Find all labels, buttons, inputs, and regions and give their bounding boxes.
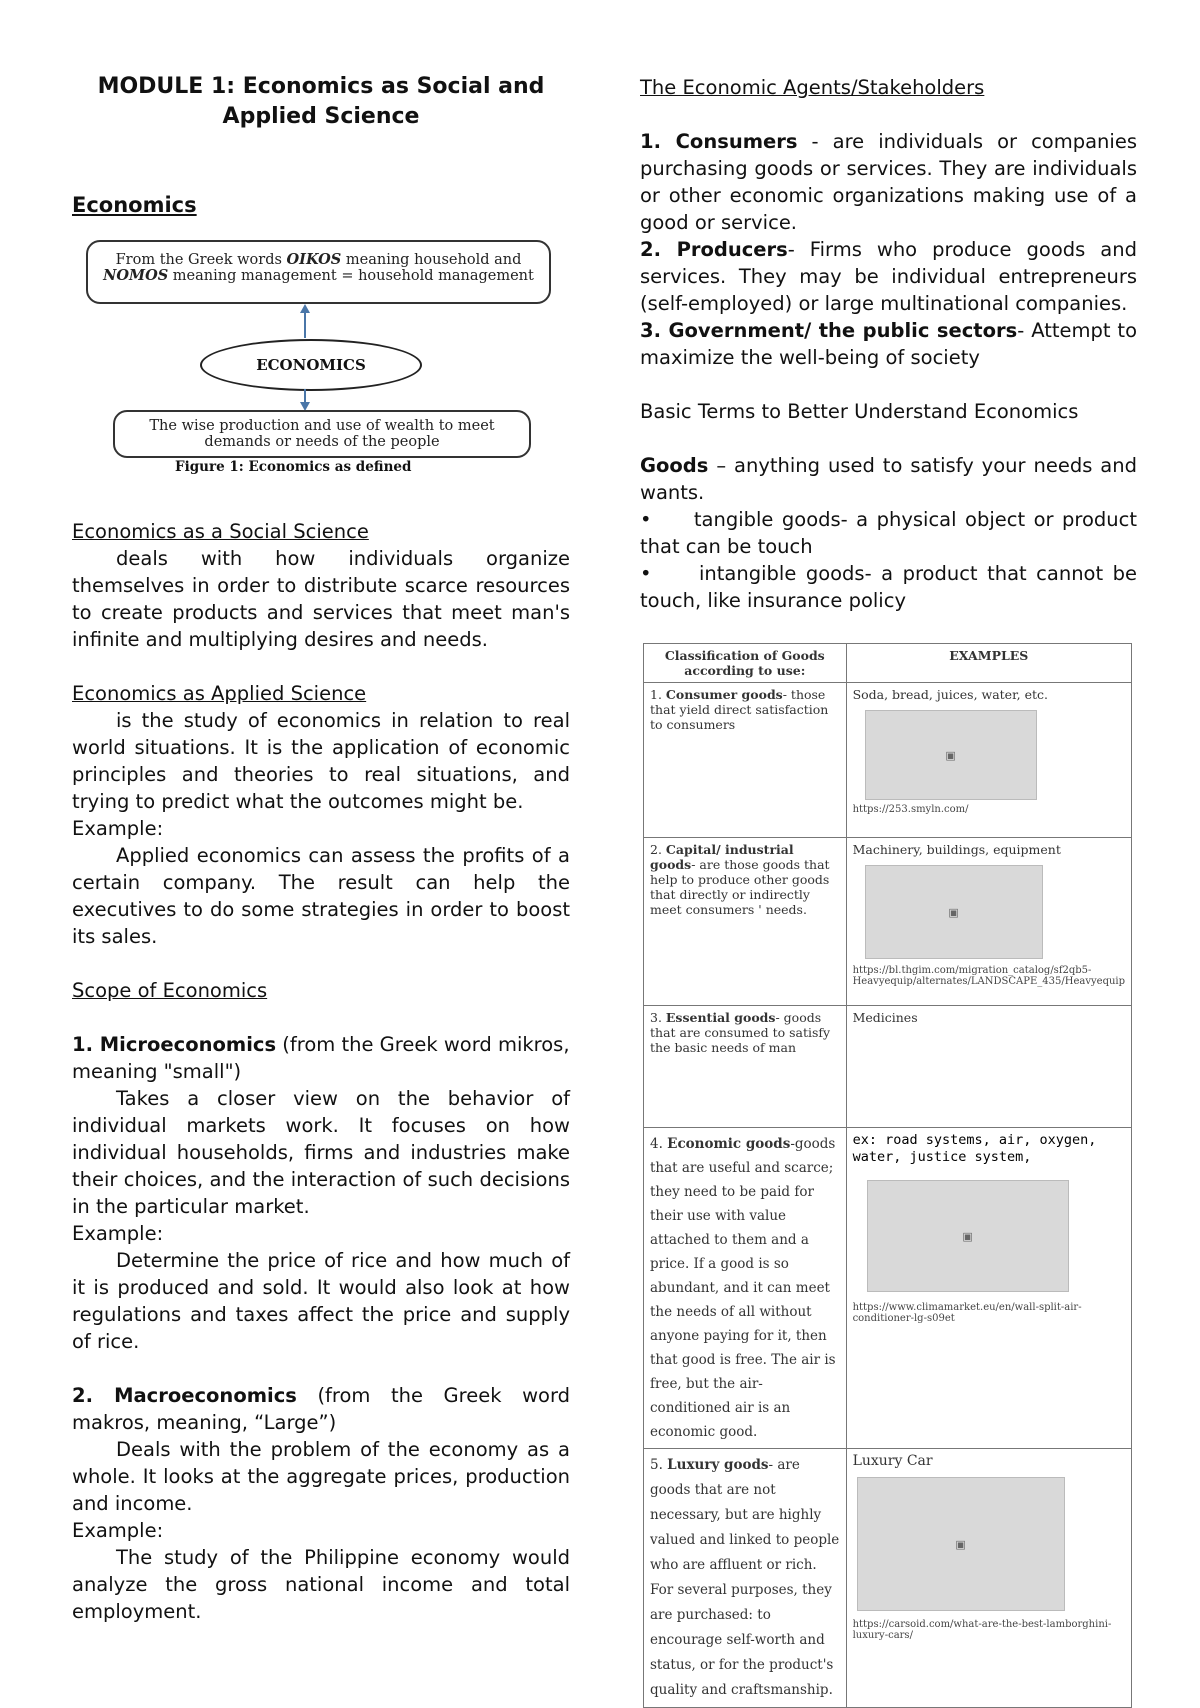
figure-top-box: From the Greek words OIKOS meaning household and NOMOS meaning management = household management: [86, 240, 551, 304]
example-label: Example:: [72, 1519, 164, 1542]
macro-text: Deals with the problem of the economy as a whole. It looks at the aggregate prices, production and income.: [72, 1438, 570, 1515]
social-science-heading: Economics as a Social Science: [72, 520, 369, 543]
table-row: 1. Consumer goods- those that yield direct satisfaction to consumers Soda, bread, juices, water, etc. ▣ https://253.smyln.com/: [644, 683, 1132, 838]
table-row: 3. Essential goods- goods that are consumed to satisfy the basic needs of man Medicines: [644, 1006, 1132, 1128]
micro-title-line: 1. Microeconomics (from the Greek word mikros, meaning "small"): [72, 1033, 570, 1083]
goods-definition: Goods – anything used to satisfy your needs and wants.: [640, 454, 1137, 504]
module-title: MODULE 1: Economics as Social and Applied Science: [97, 74, 545, 129]
economics-heading: Economics: [72, 193, 197, 217]
macro-title-line: 2. Macroeconomics (from the Greek word makros, meaning, “Large”): [72, 1384, 571, 1434]
applied-example-text: Applied economics can assess the profits of a certain company. The result can help the executives to do some strategies in order to boost its sales.: [72, 844, 570, 948]
table-row: 2. Capital/ industrial goods- are those goods that help to produce other goods that directly or indirectly meet consumers ' needs. Machinery, buildings, equipment ▣ https://bl.thgim.com/migration_catalog/sf2qb5-Heavyequip/alternates/LANDSCAPE_435/Heavyequip: [644, 838, 1132, 1006]
table-row: 5. Luxury goods- are goods that are not necessary, but are highly valued and linked to people who are affluent or rich. For several purposes, they are purchased: to encourage self-worth and status, or for the product's quality and craftsmanship. Luxury Car ▣ https://carsoid.com/what-are-the-best-lamborghini-luxury-cars/: [644, 1449, 1132, 1708]
government-item: 3. Government/ the public sectors- Attempt to maximize the well-being of society: [640, 319, 1137, 369]
goods-classification-table: [643, 643, 1132, 1708]
agents-heading: The Economic Agents/Stakeholders: [640, 76, 985, 99]
figure-economics-ellipse: ECONOMICS: [200, 339, 422, 391]
micro-example-text: Determine the price of rice and how much of it is produced and sold. It would also look at how regulations and taxes affect the price and supply of rice.: [72, 1249, 570, 1353]
example-label: Example:: [72, 1222, 164, 1245]
table-row: 4. Economic goods-goods that are useful and scarce; they need to be paid for their use with value attached to them and a price. If a good is so abundant, and it can meet the needs of all without anyone paying for it, then that good is free. The air is free, but the air-conditioned air is an economic good. ex: road systems, air, oxygen, water, justice system, ▣ https://www.climamarket.eu/en/wall-split-air-conditioner-lg-s09et: [644, 1128, 1132, 1449]
table-header-row: [644, 644, 1132, 683]
figure-caption: Figure 1: Economics as defined: [175, 459, 412, 475]
basic-terms-heading: Basic Terms to Better Understand Economics: [640, 400, 1079, 423]
figure-bottom-box: The wise production and use of wealth to meet demands or needs of the people: [113, 410, 531, 458]
bullet-tangible: • tangible goods- a physical object or product that can be touch: [640, 508, 1137, 558]
micro-text: Takes a closer view on the behavior of individual markets work. It focuses on how individual households, firms and industries make their choices, and the interaction of such decisions in the particular market.: [72, 1087, 570, 1218]
luxury-car-image: ▣: [857, 1477, 1065, 1611]
scope-heading: Scope of Economics: [72, 979, 268, 1002]
social-science-text: deals with how individuals organize themselves in order to distribute scarce resources to create products and services that meet man's infinite and multiplying desires and needs.: [72, 547, 570, 651]
macro-example-text: The study of the Philippine economy would analyze the gross national income and total employment.: [72, 1546, 570, 1623]
table-header-examples: EXAMPLES: [846, 644, 1131, 683]
example-label: Example:: [72, 817, 164, 840]
table-header-classification: Classification of Goods according to use:: [644, 644, 847, 683]
consumer-goods-image: ▣: [865, 710, 1037, 800]
applied-science-heading: Economics as Applied Science: [72, 682, 367, 705]
machinery-image: ▣: [865, 865, 1043, 959]
consumers-item: 1. Consumers - are individuals or companies purchasing goods or services. They are individuals or other economic organizations making use of a good or service.: [640, 130, 1137, 234]
applied-science-text: is the study of economics in relation to real world situations. It is the application of economic principles and theories to real situations, and trying to predict what the outcomes might be.: [72, 709, 570, 813]
air-conditioner-image: ▣: [867, 1180, 1069, 1292]
bullet-intangible: • intangible goods- a product that cannot be touch, like insurance policy: [640, 562, 1138, 612]
producers-item: 2. Producers- Firms who produce goods and services. They may be individual entrepreneurs (self-employed) or large multinational companies.: [640, 238, 1137, 315]
